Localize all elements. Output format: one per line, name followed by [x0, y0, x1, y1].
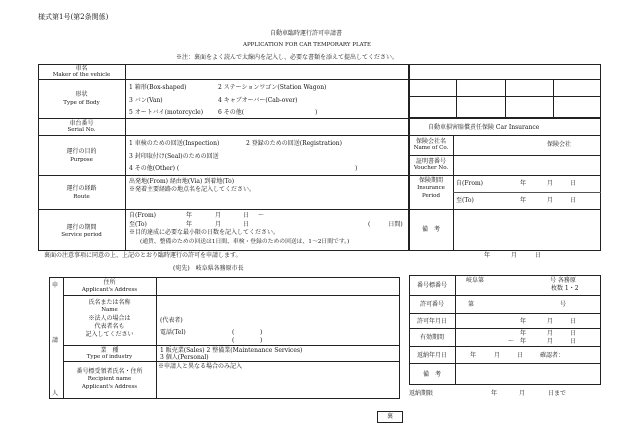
insurance-company-label-en: Name of Co. [413, 145, 449, 151]
plate-go-kakamigahara: 号 各務原 [550, 277, 576, 284]
industry-option-3[interactable]: 3 個人(Personal) [160, 354, 209, 361]
plate-number-label: 番号標番号 [416, 282, 447, 289]
route-label: 運行の経路 [66, 185, 97, 192]
period-from-day: 日 [243, 212, 250, 219]
type-option-4[interactable]: 4 キャブオーバー(Cab-over) [218, 97, 298, 104]
route-line-2: ※発着主要経路の地点名を記入してください。 [129, 186, 256, 193]
insurance-period-label-en1: Insurance [417, 185, 445, 191]
period-note-2: (通貨、整備のための回送は1日間、車検・登録のための回送は、1～2日間です。) [140, 239, 350, 245]
form-title-ja: 自動車臨時運行許可申請書 [270, 30, 343, 37]
applicant-side-2: 請 [52, 337, 59, 344]
period-days: ( 日間) [368, 221, 403, 228]
period-from: 自(From) [129, 212, 157, 219]
tel-paren-close-2: ) [260, 337, 263, 344]
route-line-1: 出発地(From) 経由地(Via) 到着地(To) [129, 178, 235, 185]
tel-paren-close-1: ) [260, 329, 263, 336]
declaration-text: 裏面の注意事項に同意の上、上記のとおり臨時運行の許可を申請します。 [44, 252, 242, 259]
period-note-1: ※目的達成に必要な最小限の日数を記入してください。 [129, 229, 280, 236]
insurance-to-year: 年 [520, 197, 527, 204]
type-option-6[interactable]: 6 その他( [218, 109, 245, 116]
serial-label-en: Serial No. [67, 127, 96, 133]
plate-count: 枚数 1・2 [551, 285, 579, 292]
purpose-option-2[interactable]: 2 登録のための回送(Registration) [246, 140, 342, 147]
applicant-side-1: 申 [52, 282, 59, 289]
car-name-label-en: Maker of the vehicle [52, 72, 111, 78]
period-to-day: 日 [243, 221, 250, 228]
confirmer-label: 確認者： [540, 352, 565, 359]
permit-number-label: 許可番号 [419, 301, 444, 308]
purpose-option-4[interactable]: 4 その他(Other) ( [129, 165, 180, 172]
recipient-label: 番号標受領者氏名・住所 [76, 368, 143, 375]
return-day: 日 [517, 352, 524, 359]
corp-note-1: ※法人の場合は [88, 315, 131, 322]
type-option-6-close: ) [315, 109, 318, 116]
deadline-year: 年 [491, 390, 498, 397]
valid-tilde: ～ [508, 338, 515, 345]
insurance-period-label: 保険期間 [418, 177, 443, 184]
deadline-made: 日まで [548, 390, 567, 397]
insurance-to: 至(To) [456, 197, 474, 204]
route-label-en: Route [73, 194, 90, 200]
type-label: 形状 [75, 91, 88, 98]
deadline-month: 月 [519, 390, 526, 397]
valid-from-year: 年 [520, 330, 527, 337]
insurance-period-label-en2: Period [422, 193, 440, 199]
form-number: 様式第1号(第2条関係) [38, 13, 109, 21]
purpose-option-3[interactable]: 3 封印取付け(Seal)のための回送 [129, 153, 219, 160]
serial-label: 車台番号 [69, 120, 94, 127]
period-tilde: ～ [258, 212, 265, 219]
valid-from-month: 月 [547, 330, 554, 337]
tel-paren-open-2: ( [232, 337, 235, 344]
return-month: 月 [494, 352, 501, 359]
permit-dai: 第 [468, 301, 475, 308]
tel-label: 電話(Tel) [160, 329, 186, 336]
period-label-en: Service period [61, 232, 102, 238]
period-to-month: 月 [215, 221, 222, 228]
voucher-label: 証明書番号 [415, 158, 446, 165]
purpose-option-4-close: ) [355, 165, 358, 172]
plate-gifu: 岐阜第 [466, 277, 485, 284]
valid-to-year: 年 [520, 338, 527, 345]
recipient-label-en-1: Recipient name [87, 376, 132, 382]
period-to-year: 年 [186, 221, 193, 228]
corp-note-3: 記入してください [85, 331, 134, 338]
form-note: ※注：裏面をよく読んで太線内を記入し、必要な書類を添えて提出してください。 [176, 54, 399, 61]
period-label: 運行の期間 [66, 224, 97, 231]
valid-to-month: 月 [547, 338, 554, 345]
insurance-company-suffix: 保険会社 [547, 141, 572, 148]
insurance-from-year: 年 [520, 180, 527, 187]
address-label: 住所 [103, 279, 116, 286]
car-name-label: 車名 [75, 65, 88, 72]
addressee: (宛先) 岐阜県各務原市長 [173, 265, 244, 272]
voucher-label-en: Voucher No. [413, 165, 449, 171]
insurance-from-day: 日 [570, 180, 577, 187]
representative-label: (代表者) [160, 317, 183, 324]
valid-from-day: 日 [570, 330, 577, 337]
office-remarks-label: 備 考 [422, 371, 441, 378]
purpose-option-1[interactable]: 1 車検のための回送(Inspection) [129, 140, 220, 147]
recipient-note: ※申請人と異なる場合のみ記入 [158, 363, 243, 370]
name-label-en: Name [101, 307, 118, 313]
permit-date-day: 日 [570, 318, 577, 325]
declaration-day: 日 [535, 252, 542, 259]
insurance-title: 自動車損害賠償責任保険 Car Insurance [428, 124, 540, 131]
industry-label: 業 種 [100, 347, 119, 354]
type-option-2[interactable]: 2 ステーションワゴン(Station Wagon) [218, 84, 327, 91]
tel-paren-open-1: ( [232, 329, 235, 336]
corp-note-2: 代表者名も [94, 323, 125, 330]
recipient-label-en-2: Applicant's Address [81, 384, 138, 390]
valid-period-label: 有効期間 [419, 334, 444, 341]
purpose-label-en: Purpose [70, 157, 93, 163]
declaration-month: 月 [511, 252, 518, 259]
name-label: 氏名または名称 [88, 299, 131, 306]
permit-date-month: 月 [547, 318, 554, 325]
permit-date-label: 許可年月日 [416, 318, 447, 325]
insurance-from: 自(From) [456, 180, 484, 187]
industry-option-1-2[interactable]: 1 販売業(Sales) 2 整備業(Maintenance Services) [160, 347, 303, 354]
insurance-to-month: 月 [547, 197, 554, 204]
permit-go: 号 [560, 301, 567, 308]
valid-to-day: 日 [570, 338, 577, 345]
reverse-label: 裏 [386, 413, 393, 420]
insurance-from-month: 月 [547, 180, 554, 187]
return-date-label: 返納年月日 [416, 352, 447, 359]
period-to: 至(To) [129, 221, 147, 228]
return-year: 年 [470, 352, 477, 359]
insurance-company-label: 保険会社名 [415, 138, 446, 145]
insurance-to-day: 日 [570, 197, 577, 204]
form-title-en: APPLICATION FOR CAR TEMPORARY PLATE [243, 42, 371, 48]
address-label-en: Applicant's Address [81, 287, 138, 293]
type-option-1[interactable]: 1 箱形(Box-shaped) [129, 84, 187, 91]
type-option-5[interactable]: 5 オートバイ(motorcycle) [129, 109, 204, 116]
applicant-side-3: 人 [52, 390, 59, 397]
insurance-remarks-label: 備 考 [421, 226, 440, 233]
permit-date-year: 年 [520, 318, 527, 325]
purpose-label: 運行の目的 [66, 148, 97, 155]
return-deadline-label: 返納期限 [409, 390, 434, 397]
declaration-year: 年 [484, 252, 491, 259]
industry-label-en: Type of industry [86, 354, 133, 360]
type-option-3[interactable]: 3 バン(Van) [129, 97, 163, 104]
type-label-en: Type of Body [63, 100, 100, 106]
period-from-month: 月 [215, 212, 222, 219]
period-from-year: 年 [186, 212, 193, 219]
